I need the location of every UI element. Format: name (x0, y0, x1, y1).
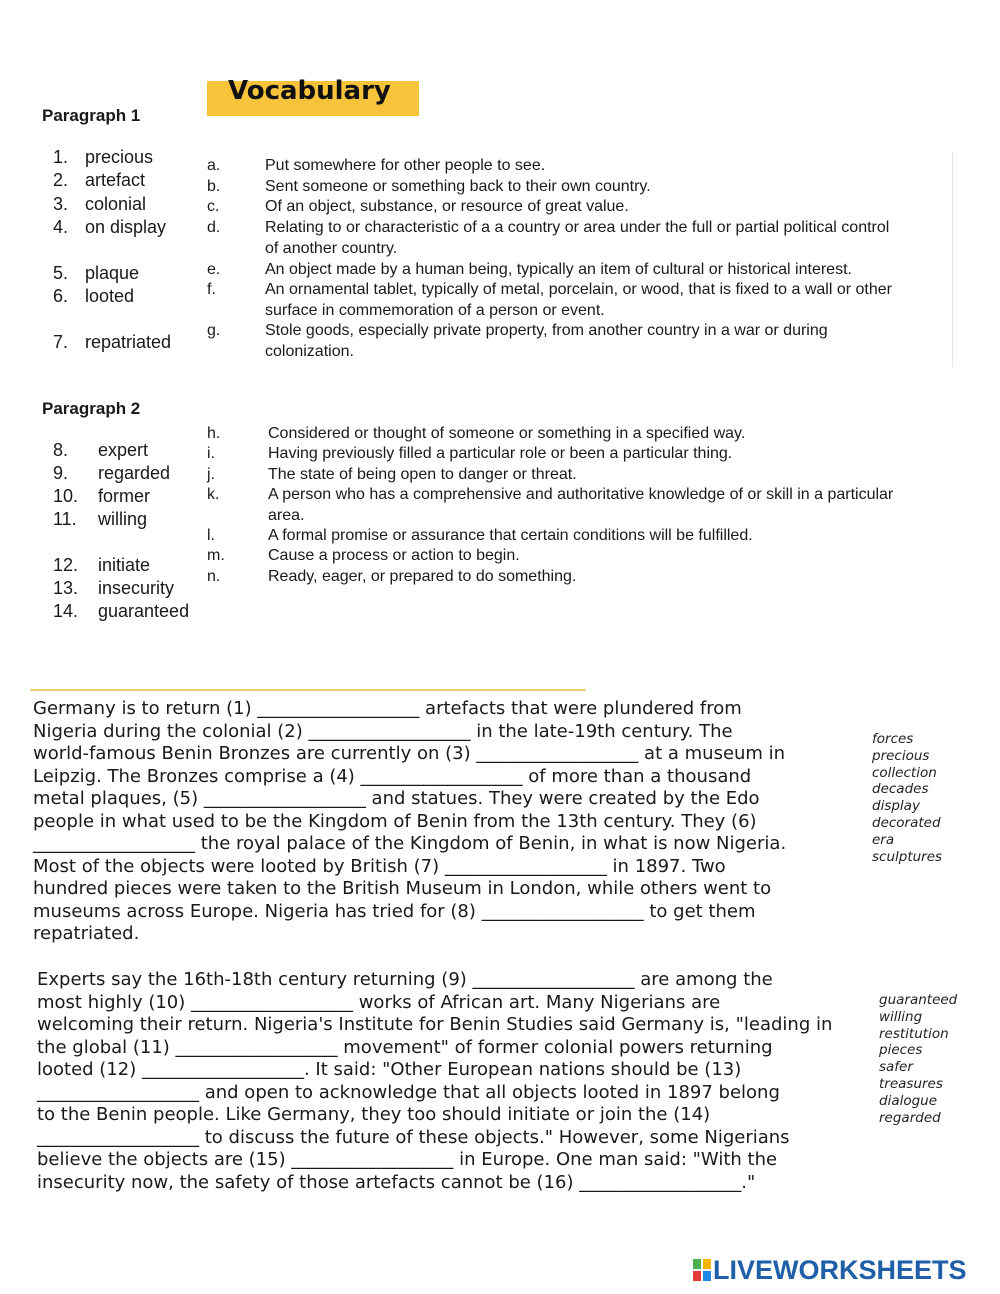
word-bank-item: sculptures (872, 848, 943, 865)
definition-text: Stole goods, especially private property, from another country in a war or during (265, 322, 828, 339)
vocab-word-number: 12. (53, 555, 79, 575)
word-bank-item: decades (872, 781, 929, 798)
definition-letter: b. (207, 178, 221, 195)
definition-letter: m. (207, 547, 225, 564)
vocab-word-text: willing (98, 509, 148, 529)
liveworksheets-logo-icon (693, 1259, 711, 1281)
vocab-word-item (53, 463, 170, 484)
passage-line: most highly (10) __________________ works of African art. Many Nigerians are (37, 991, 721, 1013)
word-bank-item: guaranteed (879, 992, 958, 1008)
vocab-word-number: 14. (53, 601, 79, 621)
vocab-word-number: 1. (53, 147, 69, 167)
passage-line: museums across Europe. Nigeria has tried for (8) __________________ to get them (33, 900, 756, 922)
logo-text: LIVEWORKSHEETS (713, 1254, 967, 1285)
vocab-word-number: 3. (53, 194, 69, 214)
definition-letter: a. (207, 157, 221, 174)
definition-text: An object made by a human being, typically an item of cultural or historical interest. (265, 261, 852, 278)
word-bank-item: restitution (879, 1025, 949, 1042)
definition-letter: n. (207, 568, 221, 585)
word-bank-item: treasures (879, 1075, 943, 1092)
vocab-word-item (53, 286, 134, 307)
vocab-word-text: precious (85, 147, 154, 167)
definition-letter: f. (207, 281, 216, 298)
vocab-word-item (53, 486, 150, 507)
vocab-word-text: insecurity (98, 578, 175, 598)
vocab-word-text: colonial (85, 194, 147, 214)
vocab-word-text: looted (85, 286, 135, 306)
passage-line: repatriated. (33, 923, 140, 944)
word-bank-2 (879, 992, 957, 1126)
word-bank-item: precious (872, 747, 930, 764)
vocab-word-number: 9. (53, 463, 69, 483)
passage-2 (37, 969, 832, 1194)
definition-text: Cause a process or action to begin. (268, 547, 520, 564)
vocab-word-number: 4. (53, 217, 69, 237)
vocab-word-item (53, 332, 171, 353)
paragraph-1-heading: Paragraph 1 (42, 106, 141, 125)
vocab-word-text: repatriated (85, 332, 172, 352)
passage-line: looted (12) __________________. It said: "Other European nations should be (13) (37, 1059, 742, 1080)
passage-line: people in what used to be the Kingdom of Benin from the 13th century. They (6) (33, 810, 757, 832)
definition-text: area. (268, 506, 305, 524)
passage-line: __________________ and open to acknowledge that all objects looted in 1897 belong (37, 1081, 780, 1103)
definition-text: Ready, eager, or prepared to do something. (268, 568, 577, 585)
vocab-word-item (53, 509, 147, 530)
vocab-word-number: 8. (53, 440, 69, 460)
definition-text: A person who has a comprehensive and authoritative knowledge of or skill in a particular (268, 486, 894, 503)
passage-line: metal plaques, (5) __________________ and statues. They were created by the Edo (33, 788, 760, 809)
passage-line: Leipzig. The Bronzes comprise a (4) __________________ of more than a thousand (33, 765, 752, 787)
vocab-word-number: 13. (53, 578, 79, 598)
word-bank-item: collection (872, 764, 937, 781)
word-bank-item: era (872, 831, 895, 848)
definition-text: Sent someone or something back to their own country. (265, 178, 651, 195)
definition-text: Having previously filled a particular role or been a particular thing. (268, 445, 733, 462)
definition-text: surface in commemoration of a person or event. (265, 301, 605, 319)
vocab-word-text: artefact (85, 170, 146, 190)
definition-letter: i. (207, 445, 215, 462)
word-bank-item: forces (872, 731, 914, 747)
word-bank-item: willing (879, 1008, 923, 1025)
definition-letter: g. (207, 322, 221, 339)
vocab-word-item (53, 578, 174, 599)
word-bank-1 (872, 731, 942, 865)
word-bank-item: dialogue (879, 1092, 938, 1109)
definition-text: The state of being open to danger or threat. (268, 466, 577, 483)
divider-line (952, 152, 953, 367)
definition-letter: d. (207, 219, 221, 236)
definition-text: of another country. (265, 239, 398, 257)
vocab-word-text: guaranteed (98, 601, 190, 621)
word-bank-item: display (872, 798, 920, 815)
passage-line: the global (11) __________________ movement" of former colonial powers returning (37, 1036, 773, 1058)
vocab-word-text: former (98, 486, 151, 506)
liveworksheets-logo[interactable] (693, 1256, 967, 1284)
passage-line: hundred pieces were taken to the British Museum in London, while others went to (33, 878, 772, 899)
vocab-word-text: initiate (98, 555, 151, 575)
definition-text: colonization. (265, 342, 354, 360)
definition-letter: j. (207, 466, 215, 483)
passage-line: to the Benin people. Like Germany, they too should initiate or join the (14) (37, 1104, 711, 1125)
definition-letter: c. (207, 198, 220, 215)
vocab-word-number: 10. (53, 486, 79, 506)
vocab-word-number: 2. (53, 170, 69, 190)
section-divider (30, 689, 586, 691)
passage-1 (33, 698, 786, 946)
word-bank-item: safer (879, 1059, 913, 1076)
passage-line: __________________ the royal palace of the Kingdom of Benin, in what is now Nigeria. (33, 833, 787, 854)
page-title: Vocabulary (228, 76, 391, 106)
vocab-word-text: plaque (85, 263, 140, 283)
definition-letter: l. (207, 527, 215, 544)
vocab-word-text: expert (98, 440, 149, 460)
vocab-word-number: 5. (53, 263, 69, 283)
definition-letter: e. (207, 261, 221, 278)
vocab-word-number: 11. (53, 509, 77, 529)
vocab-word-item (53, 555, 150, 576)
definition-text: Put somewhere for other people to see. (265, 157, 546, 174)
passage-line: world-famous Benin Bronzes are currently on (3) __________________ at a museum in (33, 743, 786, 764)
vocab-word-number: 7. (53, 332, 69, 352)
vocab-word-item (53, 263, 139, 284)
passage-line: Experts say the 16th-18th century returning (9) __________________ are among the (37, 969, 773, 990)
vocab-word-number: 6. (53, 286, 69, 306)
definition-letter: h. (207, 425, 221, 442)
definition-text: A formal promise or assurance that certain conditions will be fulfilled. (268, 527, 753, 544)
passage-line: believe the objects are (15) __________________ in Europe. One man said: "With the (37, 1149, 778, 1170)
passage-line: __________________ to discuss the future of these objects." However, some Nigerians (37, 1126, 790, 1148)
word-bank-item: pieces (879, 1042, 923, 1059)
passage-line: Germany is to return (1) __________________ artefacts that were plundered from (33, 698, 742, 719)
vocab-word-item (53, 440, 148, 461)
passage-line: welcoming their return. Nigeria's Institute for Benin Studies said Germany is, "leading in (37, 1014, 833, 1035)
passage-line: Nigeria during the colonial (2) __________________ in the late-19th century. The (33, 720, 733, 742)
paragraph-2-heading: Paragraph 2 (42, 399, 141, 418)
vocab-word-item (53, 217, 166, 238)
definition-letter: k. (207, 486, 220, 503)
vocab-word-item (53, 170, 145, 191)
vocab-word-text: regarded (98, 463, 171, 483)
passage-line: Most of the objects were looted by British (7) __________________ in 1897. Two (33, 855, 726, 877)
vocab-word-item (53, 194, 146, 215)
definition-text: Of an object, substance, or resource of great value. (265, 198, 629, 215)
word-bank-item: decorated (872, 814, 941, 831)
definition-text: Relating to or characteristic of a a country or area under the full or partial political control (265, 219, 890, 236)
definition-text: An ornamental tablet, typically of metal, porcelain, or wood, that is fixed to a wall or other (265, 281, 892, 298)
passage-line: insecurity now, the safety of those artefacts cannot be (16) __________________." (37, 1171, 756, 1193)
word-bank-item: regarded (879, 1109, 941, 1126)
definition-text: Considered or thought of someone or something in a specified way. (268, 425, 746, 442)
vocab-word-text: on display (85, 217, 167, 237)
vocab-word-item (53, 601, 189, 622)
vocab-word-item (53, 147, 153, 168)
